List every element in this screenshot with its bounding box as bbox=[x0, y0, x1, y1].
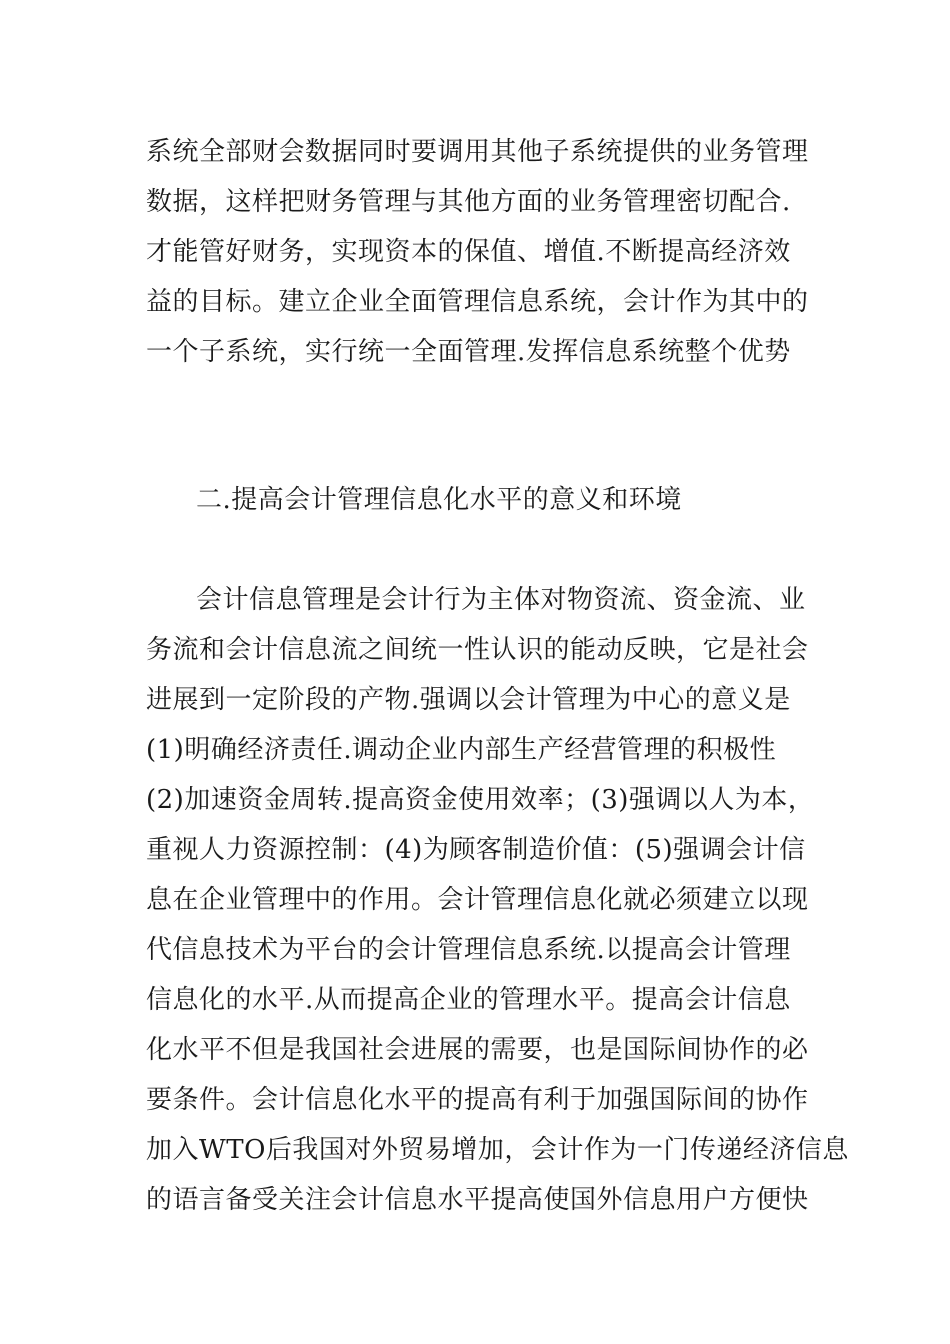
paragraph-line: 进展到一定阶段的产物.强调以会计管理为中心的意义是 bbox=[146, 685, 791, 715]
paragraph-line: 务流和会计信息流之间统一性认识的能动反映，它是社会 bbox=[146, 635, 809, 665]
paragraph-line: 一个子系统，实行统一全面管理.发挥信息系统整个优势 bbox=[146, 337, 791, 367]
paragraph-line: 的语言备受关注会计信息水平提高使国外信息用户方便快 bbox=[146, 1185, 809, 1215]
paragraph-line: (1)明确经济责任.调动企业内部生产经营管理的积极性 bbox=[146, 735, 777, 765]
paragraph-line: 系统全部财会数据同时要调用其他子系统提供的业务管理 bbox=[146, 137, 809, 167]
paragraph-line: 重视人力资源控制：(4)为顾客制造价值：(5)强调会计信 bbox=[146, 835, 806, 865]
paragraph-line: 益的目标。建立企业全面管理信息系统，会计作为其中的 bbox=[146, 287, 809, 317]
paragraph-line: (2)加速资金周转.提高资金使用效率；(3)强调以人为本， bbox=[146, 785, 815, 815]
section-heading: 二.提高会计管理信息化水平的意义和环境 bbox=[196, 485, 682, 515]
paragraph-line: 息在企业管理中的作用。会计管理信息化就必须建立以现 bbox=[146, 885, 809, 915]
paragraph-line: 才能管好财务，实现资本的保值、增值.不断提高经济效 bbox=[146, 237, 791, 267]
paragraph-line: 要条件。会计信息化水平的提高有利于加强国际间的协作 bbox=[146, 1085, 809, 1115]
paragraph-line: 信息化的水平.从而提高企业的管理水平。提高会计信息 bbox=[146, 985, 791, 1015]
paragraph-line: 代信息技术为平台的会计管理信息系统.以提高会计管理 bbox=[146, 935, 791, 965]
paragraph-line: 化水平不但是我国社会进展的需要，也是国际间协作的必 bbox=[146, 1035, 809, 1065]
paragraph-line: 加入WTO后我国对外贸易增加，会计作为一门传递经济信息 bbox=[146, 1135, 849, 1165]
paragraph-line: 数据，这样把财务管理与其他方面的业务管理密切配合. bbox=[146, 187, 791, 217]
paragraph-line: 会计信息管理是会计行为主体对物资流、资金流、业 bbox=[196, 585, 806, 615]
